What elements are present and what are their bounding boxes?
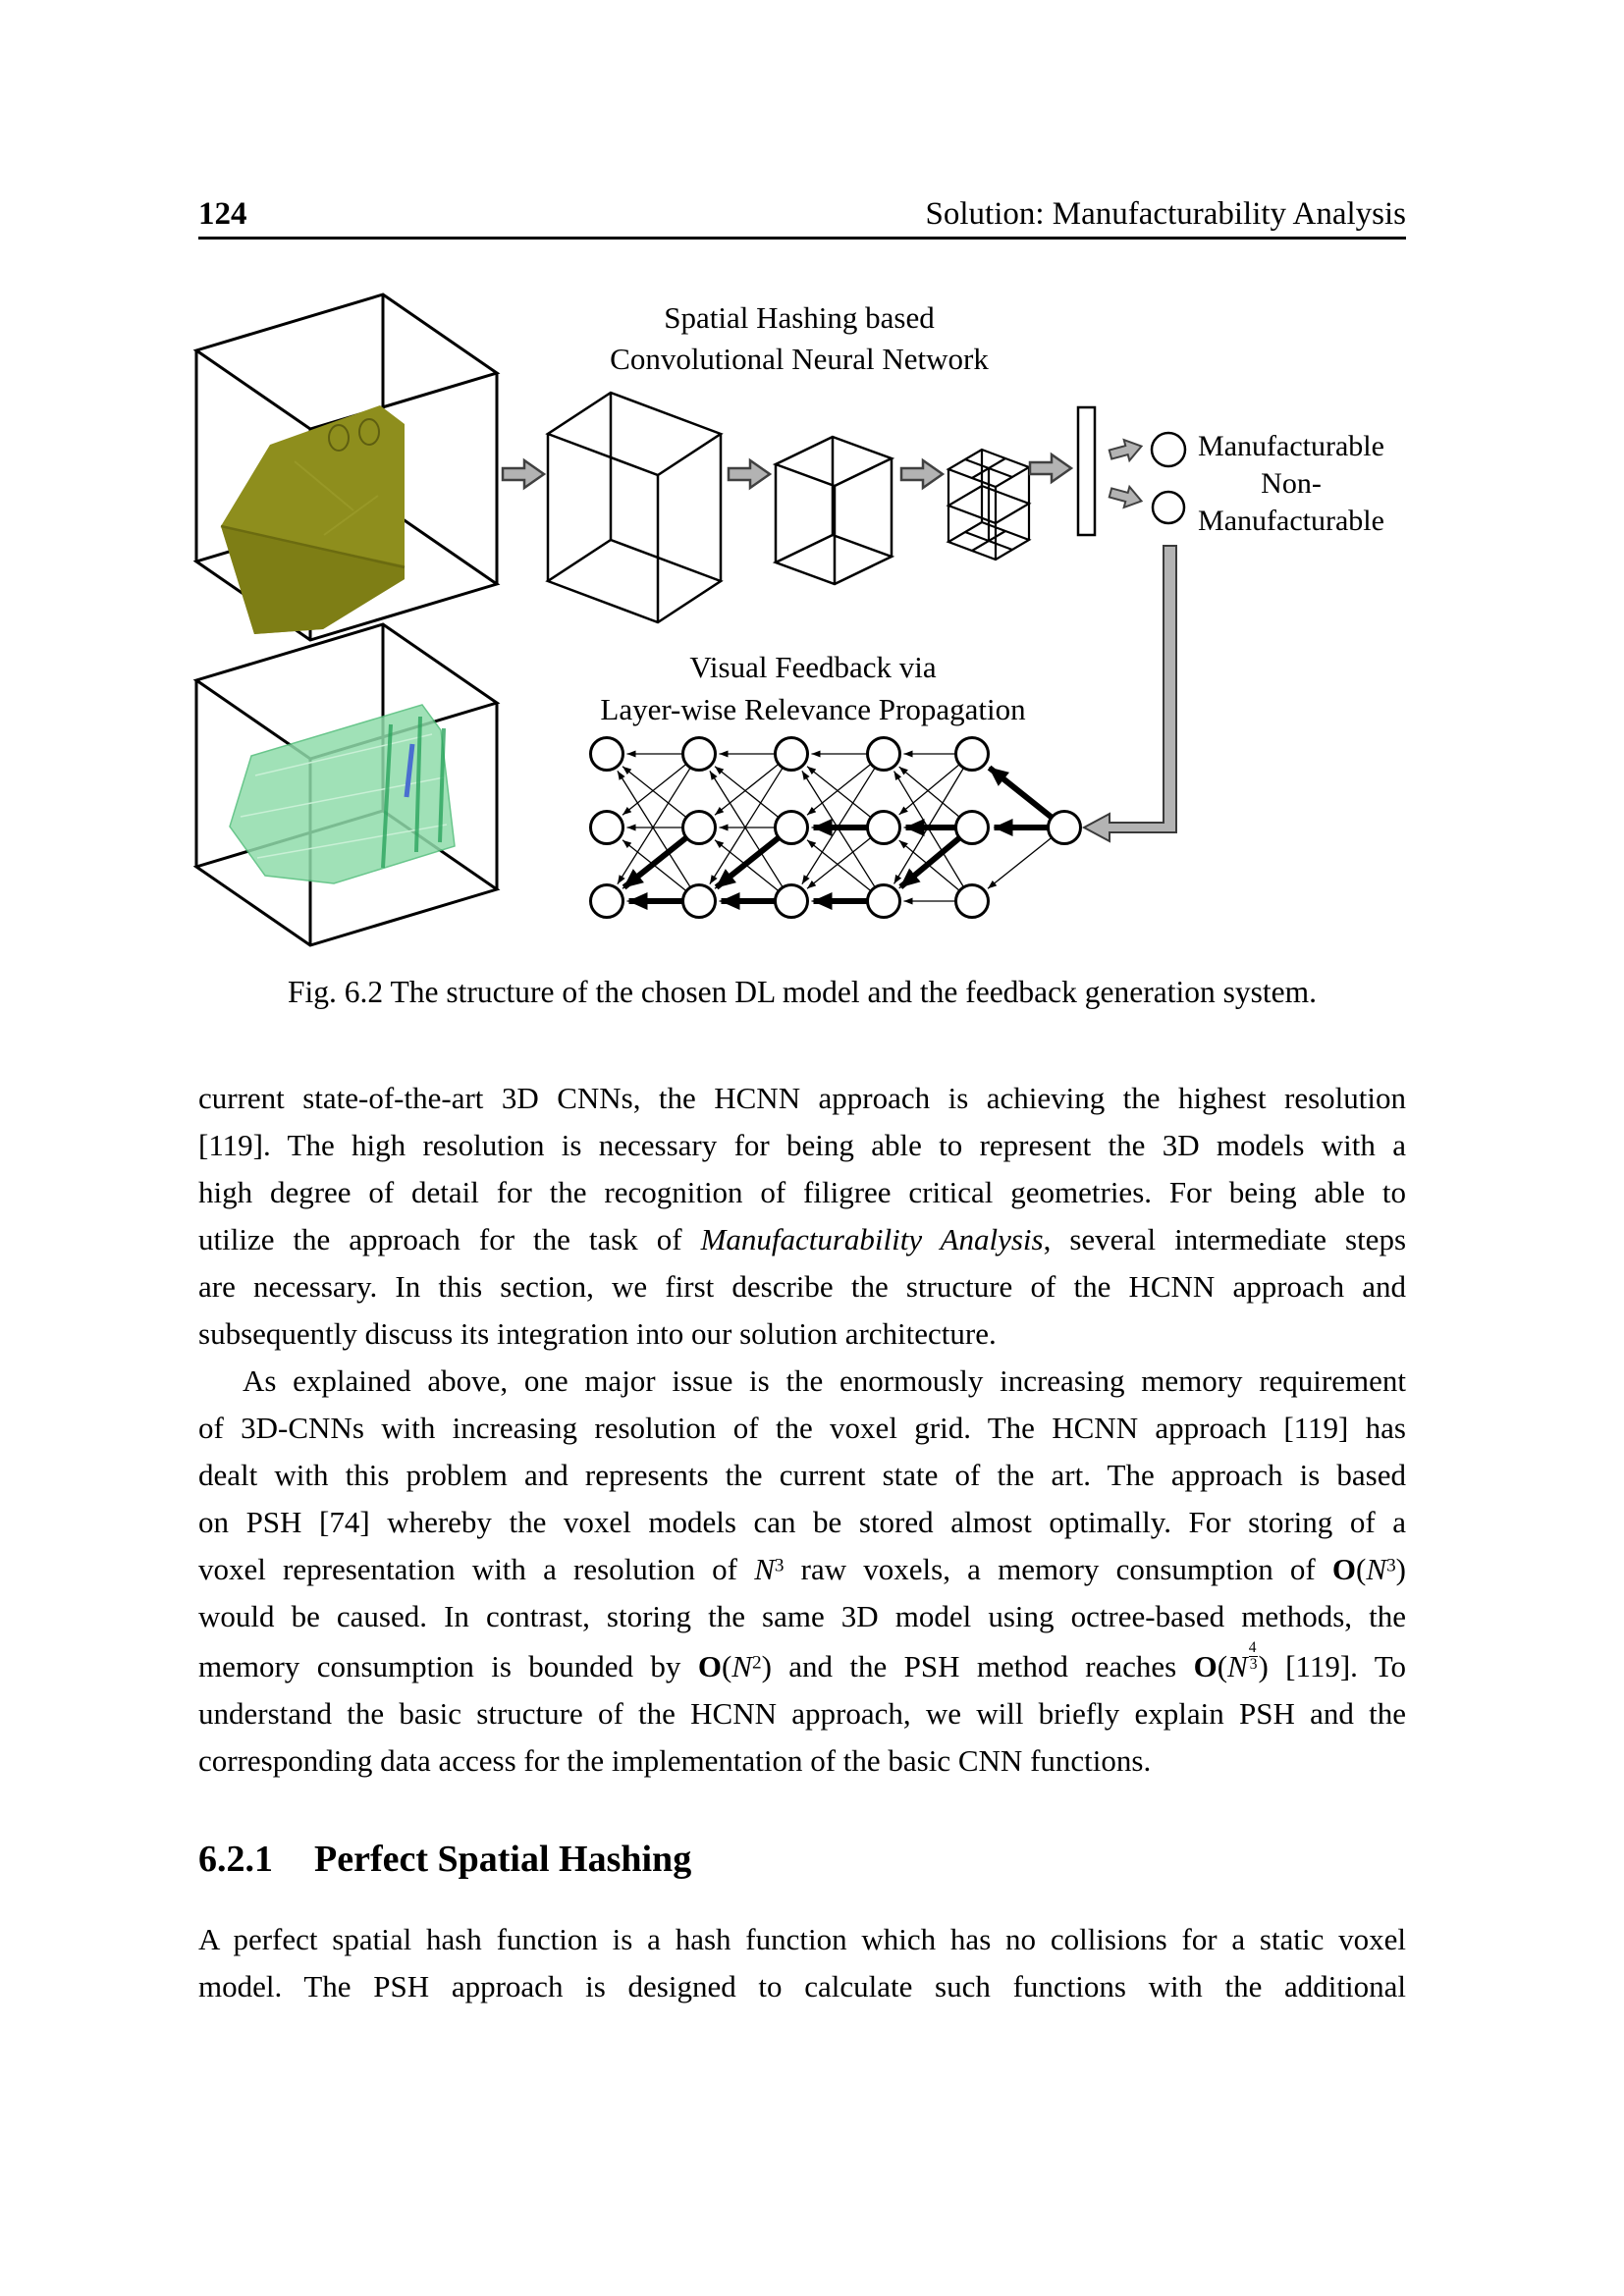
feedback-connector-arrow-icon <box>1084 546 1176 841</box>
feedback-title <box>568 646 1058 730</box>
body-text-line: on PSH [74] whereby the voxel models can be stored almost optimally. For storing of a <box>198 1505 1406 1539</box>
body-text-line: are necessary. In this section, we first describe the structure of the HCNN approach and <box>198 1269 1406 1304</box>
nn-node-icon <box>776 885 808 918</box>
body-text-line: memory consumption is bounded by $O(N^2)$ and the PSH method reaches O(N $\frac{4}{3}$ ) [119]. To <box>198 1639 1407 1684</box>
fc-layer-bar-icon <box>1078 407 1095 535</box>
nn-node-icon <box>683 812 716 844</box>
nn-node-icon <box>868 738 900 771</box>
figure-caption: Fig. 6.2 The structure of the chosen DL model and the feedback generation system. <box>288 975 1317 1009</box>
green-relevance-model-icon <box>230 705 455 883</box>
olive-part-model-icon <box>221 405 405 634</box>
body-text-line: understand the basic structure of the HCNN approach, we will briefly explain PSH and the <box>198 1696 1406 1732</box>
conv-layer-cube-1-icon <box>548 393 721 622</box>
non-manufacturable-neuron-icon <box>1153 492 1184 523</box>
nn-node-icon <box>591 885 623 918</box>
paragraph-1 <box>198 1075 1406 1358</box>
nn-node-icon <box>591 812 623 844</box>
paragraph-3 <box>198 1916 1406 2010</box>
label-non-manufacturable: Manufacturable <box>1198 505 1384 537</box>
nn-node-icon <box>868 812 900 844</box>
paragraph-2 <box>198 1358 1406 1785</box>
section-number: 6.2.1 <box>198 1839 273 1880</box>
conv-layer-cube-2-icon <box>776 437 892 584</box>
nn-node-icon <box>1049 812 1081 844</box>
class-labels <box>1190 428 1392 540</box>
manufacturable-neuron-icon <box>1152 433 1185 466</box>
body-text-line: model. The PSH approach is designed to calculate such functions with the additional <box>198 1969 1406 2003</box>
body-text-line: A perfect spatial hash function is a hash function which has no collisions for a static voxel <box>198 1922 1406 1956</box>
feedback-title-line2: Layer-wise Relevance Propagation <box>600 692 1026 726</box>
body-text-line: voxel representation with a resolution of $N^3$ raw voxels, a memory consumption of $O(N^3)$ <box>198 1552 1406 1586</box>
body-text-line: subsequently discuss its integration into our solution architecture. <box>198 1316 997 1351</box>
running-title: Solution: Manufacturability Analysis <box>925 196 1406 232</box>
label-non: Non- <box>1261 467 1322 500</box>
body-text-line: As explained above, one major issue is the enormously increasing memory requirement <box>243 1363 1406 1398</box>
label-manufacturable: Manufacturable <box>1198 430 1384 462</box>
body-text-line: high degree of detail for the recognition of filigree critical geometries. For being able to <box>198 1175 1406 1209</box>
body-text-line: [119]. The high resolution is necessary for being able to represent the 3D models with a <box>198 1128 1406 1162</box>
nn-node-icon <box>776 812 808 844</box>
body-text-line: of 3D-CNNs with increasing resolution of the voxel grid. The HCNN approach [119] has <box>198 1411 1406 1445</box>
body-text-line: current state-of-the-art 3D CNNs, the HCNN approach is achieving the highest resolution <box>198 1081 1406 1115</box>
nn-node-icon <box>956 738 989 771</box>
conv-layer-cube-3-subdivided-icon <box>948 450 1029 560</box>
nn-node-icon <box>956 885 989 918</box>
section-heading <box>198 1838 1406 1881</box>
page-number: 124 <box>198 196 247 232</box>
cnn-title-line1: Spatial Hashing based <box>664 300 935 335</box>
feedback-title-line1: Visual Feedback via <box>689 650 937 684</box>
section-title: Perfect Spatial Hashing <box>314 1839 692 1880</box>
body-text-line: utilize the approach for the task of Manufacturability Analysis, several intermediate steps <box>198 1222 1407 1256</box>
body-text-line: would be caused. In contrast, storing the same 3D model using octree-based methods, the <box>198 1599 1406 1633</box>
body-text-line: corresponding data access for the implementation of the basic CNN functions. <box>198 1743 1152 1779</box>
nn-node-icon <box>683 885 716 918</box>
nn-node-icon <box>868 885 900 918</box>
nn-node-icon <box>956 812 989 844</box>
nn-node-icon <box>683 738 716 771</box>
nn-node-icon <box>776 738 808 771</box>
nn-node-icon <box>591 738 623 771</box>
cnn-title <box>554 297 1045 380</box>
body-text-line: dealt with this problem and represents the current state of the art. The approach is based <box>198 1458 1406 1492</box>
output-arrow-icons <box>1108 436 1144 511</box>
cnn-title-line2: Convolutional Neural Network <box>610 342 989 376</box>
